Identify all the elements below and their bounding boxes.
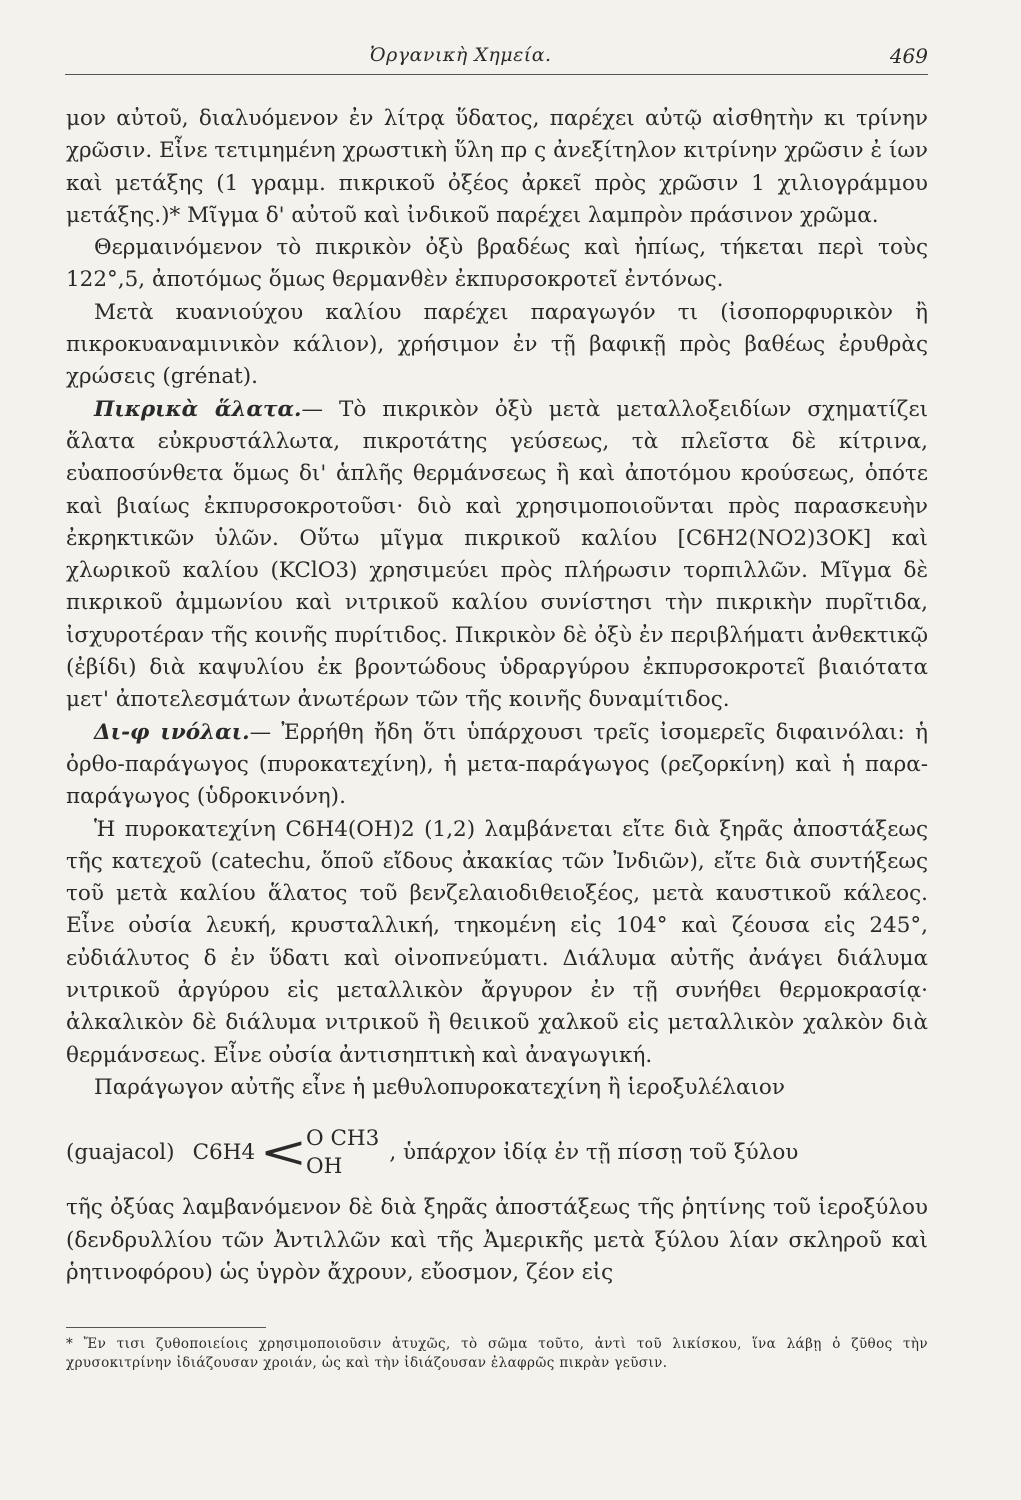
formula-substituents	[306, 1125, 379, 1181]
paragraph: τῆς ὀξύας λαμβανόμενον δὲ διὰ ξηρᾶς ἀποστάξεως τῆς ῥητίνης τοῦ ἱεροξύλου (δενδρυλλίου τῶν Ἀντιλλῶν καὶ τῆς Ἀμερικῆς μετὰ ξύλου λίαν σκληροῦ καὶ ῥητινοφόρου) ὡς ὑγρὸν ἄχρουν, εὔοσμον, ζέον εἰς	[66, 1195, 928, 1285]
footnote-divider	[66, 1327, 266, 1328]
paragraph: Θερμαινόμενον τὸ πικρικὸν ὀξὺ βραδέως καὶ ἠπίως, τήκεται περὶ τοὺς 122°,5, ἀποτόμως ὅμως θερμανθὲν ἐκπυρσοκροτεῖ ἐντόνως.	[66, 235, 928, 293]
section-text: — Ἐρρήθη ἤδη ὅτι ὑπάρχουσι τρεῖς ἰσομερεῖς διφαινόλαι: ἡ ὀρθο-παράγωγος (πυροκατεχίνη), ἡ μετα-παράγωγος (ρεζορκίνη) καὶ ἡ παρα-παράγωγος (ὑδροκινόνη).	[66, 719, 928, 810]
formula-trailing-text: , ὑπάρχον ἰδίᾳ ἐν τῇ πίσσῃ τοῦ ξύλου	[389, 1140, 799, 1166]
running-title: Ὀργανικὴ Χημεία.	[370, 44, 552, 66]
main-text	[66, 103, 928, 1289]
section-heading: Πικρικὰ ἅλατα.	[94, 396, 302, 422]
paragraph: Ἡ πυροκατεχίνη C6H4(OH)2 (1,2) λαμβάνεται εἴτε διὰ ξηρᾶς ἀποστάξεως τῆς κατεχοῦ (catechu, ὅποῦ εἴδους ἀκακίας τῶν Ἰνδιῶν), εἴτε διὰ συντήξεως τοῦ μετὰ καλίου ἅλατος τοῦ βενζελαιοδιθειοξέος, μετὰ καυστικοῦ κάλεος. Εἶνε οὐσία λευκή, κρυσταλλική, τηκομένη εἰς 104° καὶ ζέουσα εἰς 245°, εὐδιάλυτος δ ἐν ὕδατι καὶ οἰνοπνεύματι. Διάλυμα αὐτῆς ἀνάγει διάλυμα νιτρικοῦ ἀργύρου εἰς μεταλλικὸν ἄργυρον ἐν τῇ συνήθει θερμοκρασίᾳ· ἀλκαλικὸν δὲ διάλυμα νιτρικοῦ ἢ θειικοῦ χαλκοῦ εἰς μεταλλικὸν χαλκὸν διὰ θερμάνσεως. Εἶνε οὐσία ἀντισηπτικὴ καὶ ἀναγωγική.	[66, 816, 928, 1068]
paragraph: μον αὐτοῦ, διαλυόμενον ἐν λίτρᾳ ὕδατος, παρέχει αὐτῷ αἰσθητὴν κι τρίνην χρῶσιν. Εἶνε τετιμημένη χρωστικὴ ὕλη πρ ς ἀνεξίτηλον κιτρίνην χρῶσιν ἐ ίων καὶ μετάξης (1 γραμμ. πικρικοῦ ὀξέος ἀρκεῖ πρὸς χρῶσιν 1 χιλιογράμμου μετάξης.)* Μῖγμα δ' αὐτοῦ καὶ ἰνδικοῦ παρέχει λαμπρὸν πράσινον χρῶμα.	[66, 106, 928, 228]
paragraph: Παράγωγον αὐτῆς εἶνε ἡ μεθυλοπυροκατεχίνη ἢ ἱεροξυλέλαιον	[94, 1074, 785, 1100]
paragraph: Μετὰ κυανιούχου καλίου παρέχει παραγωγόν τι (ἰσοπορφυρικὸν ἢ πικροκυαναμινικὸν κάλιον), χρήσιμον ἐν τῇ βαφικῇ πρὸς βαθέως ἐρυθρὰς χρώσεις (grénat).	[66, 299, 928, 390]
section-picrates	[66, 394, 928, 717]
footnote: * Ἔν τισι ζυθοποιείοις χρησιμοποιοῦσιν ἀτυχῶς, τὸ σῶμα τοῦτο, ἀντὶ τοῦ λικίσκου, ἵνα λάβῃ ὁ ζῦθος τὴν χρυσοκιτρίνην ἰδιάζουσαν χροιάν, ὡς καὶ τὴν ἰδιάζουσαν ἐλαφρῶς πικρὰν γεῦσιν.	[66, 1336, 928, 1371]
guaiacol-formula	[66, 1114, 928, 1192]
section-diphenols	[66, 717, 928, 814]
running-header	[65, 40, 928, 75]
formula-name: (guajacol)	[66, 1140, 175, 1166]
formula-base: C6H4	[192, 1140, 256, 1166]
section-text: — Τὸ πικρικὸν ὀξὺ μετὰ μεταλλοξειδίων σχηματίζει ἅλατα εὐκρυστάλλωτα, πικροτάτης γεύσεως, τὰ πλεῖστα δὲ κίτρινα, εὐαποσύνθετα ὅμως δι' ἁπλῆς θερμάνσεως ἢ καὶ ἀποτόμου κρούσεως, ὁπότε καὶ βιαίως ἐκπυρσοκροτοῦσι· διὸ καὶ χρησιμοποιοῦνται πρὸς παρασκευὴν ἐκρηκτικῶν ὑλῶν. Οὕτω μῖγμα πικρικοῦ καλίου [C6H2(NO2)3OK] καὶ χλωρικοῦ καλίου (KClO3) χρησιμεύει πρὸς πλήρωσιν τορπιλλῶν. Μῖγμα δὲ πικρικοῦ ἀμμωνίου καὶ νιτρικοῦ καλίου συνίστησι τὴν πικρικὴν πυρῖτιδα, ἰσχυροτέραν τῆς κοινῆς πυρίτιδος. Πικρικὸν δὲ ὀξὺ ἐν περιβλήματι ἀνθεκτικῷ (ἐβίδι) διὰ καψυλίου ἐκ βροντώδους ὑδραργύρου ἐκπυρσοκροτεῖ βιαιότατα μετ' ἀποτελεσμάτων ἀνωτέρων τῶν τῆς κοινῆς δυναμίτιδος.	[66, 396, 929, 713]
formula-top: O CH3	[306, 1126, 380, 1152]
branch-symbol: <	[259, 1127, 308, 1179]
page-number: 469	[889, 44, 928, 68]
formula-bottom: OH	[306, 1154, 343, 1180]
section-heading: Δι-φ ινόλαι.	[94, 719, 250, 745]
